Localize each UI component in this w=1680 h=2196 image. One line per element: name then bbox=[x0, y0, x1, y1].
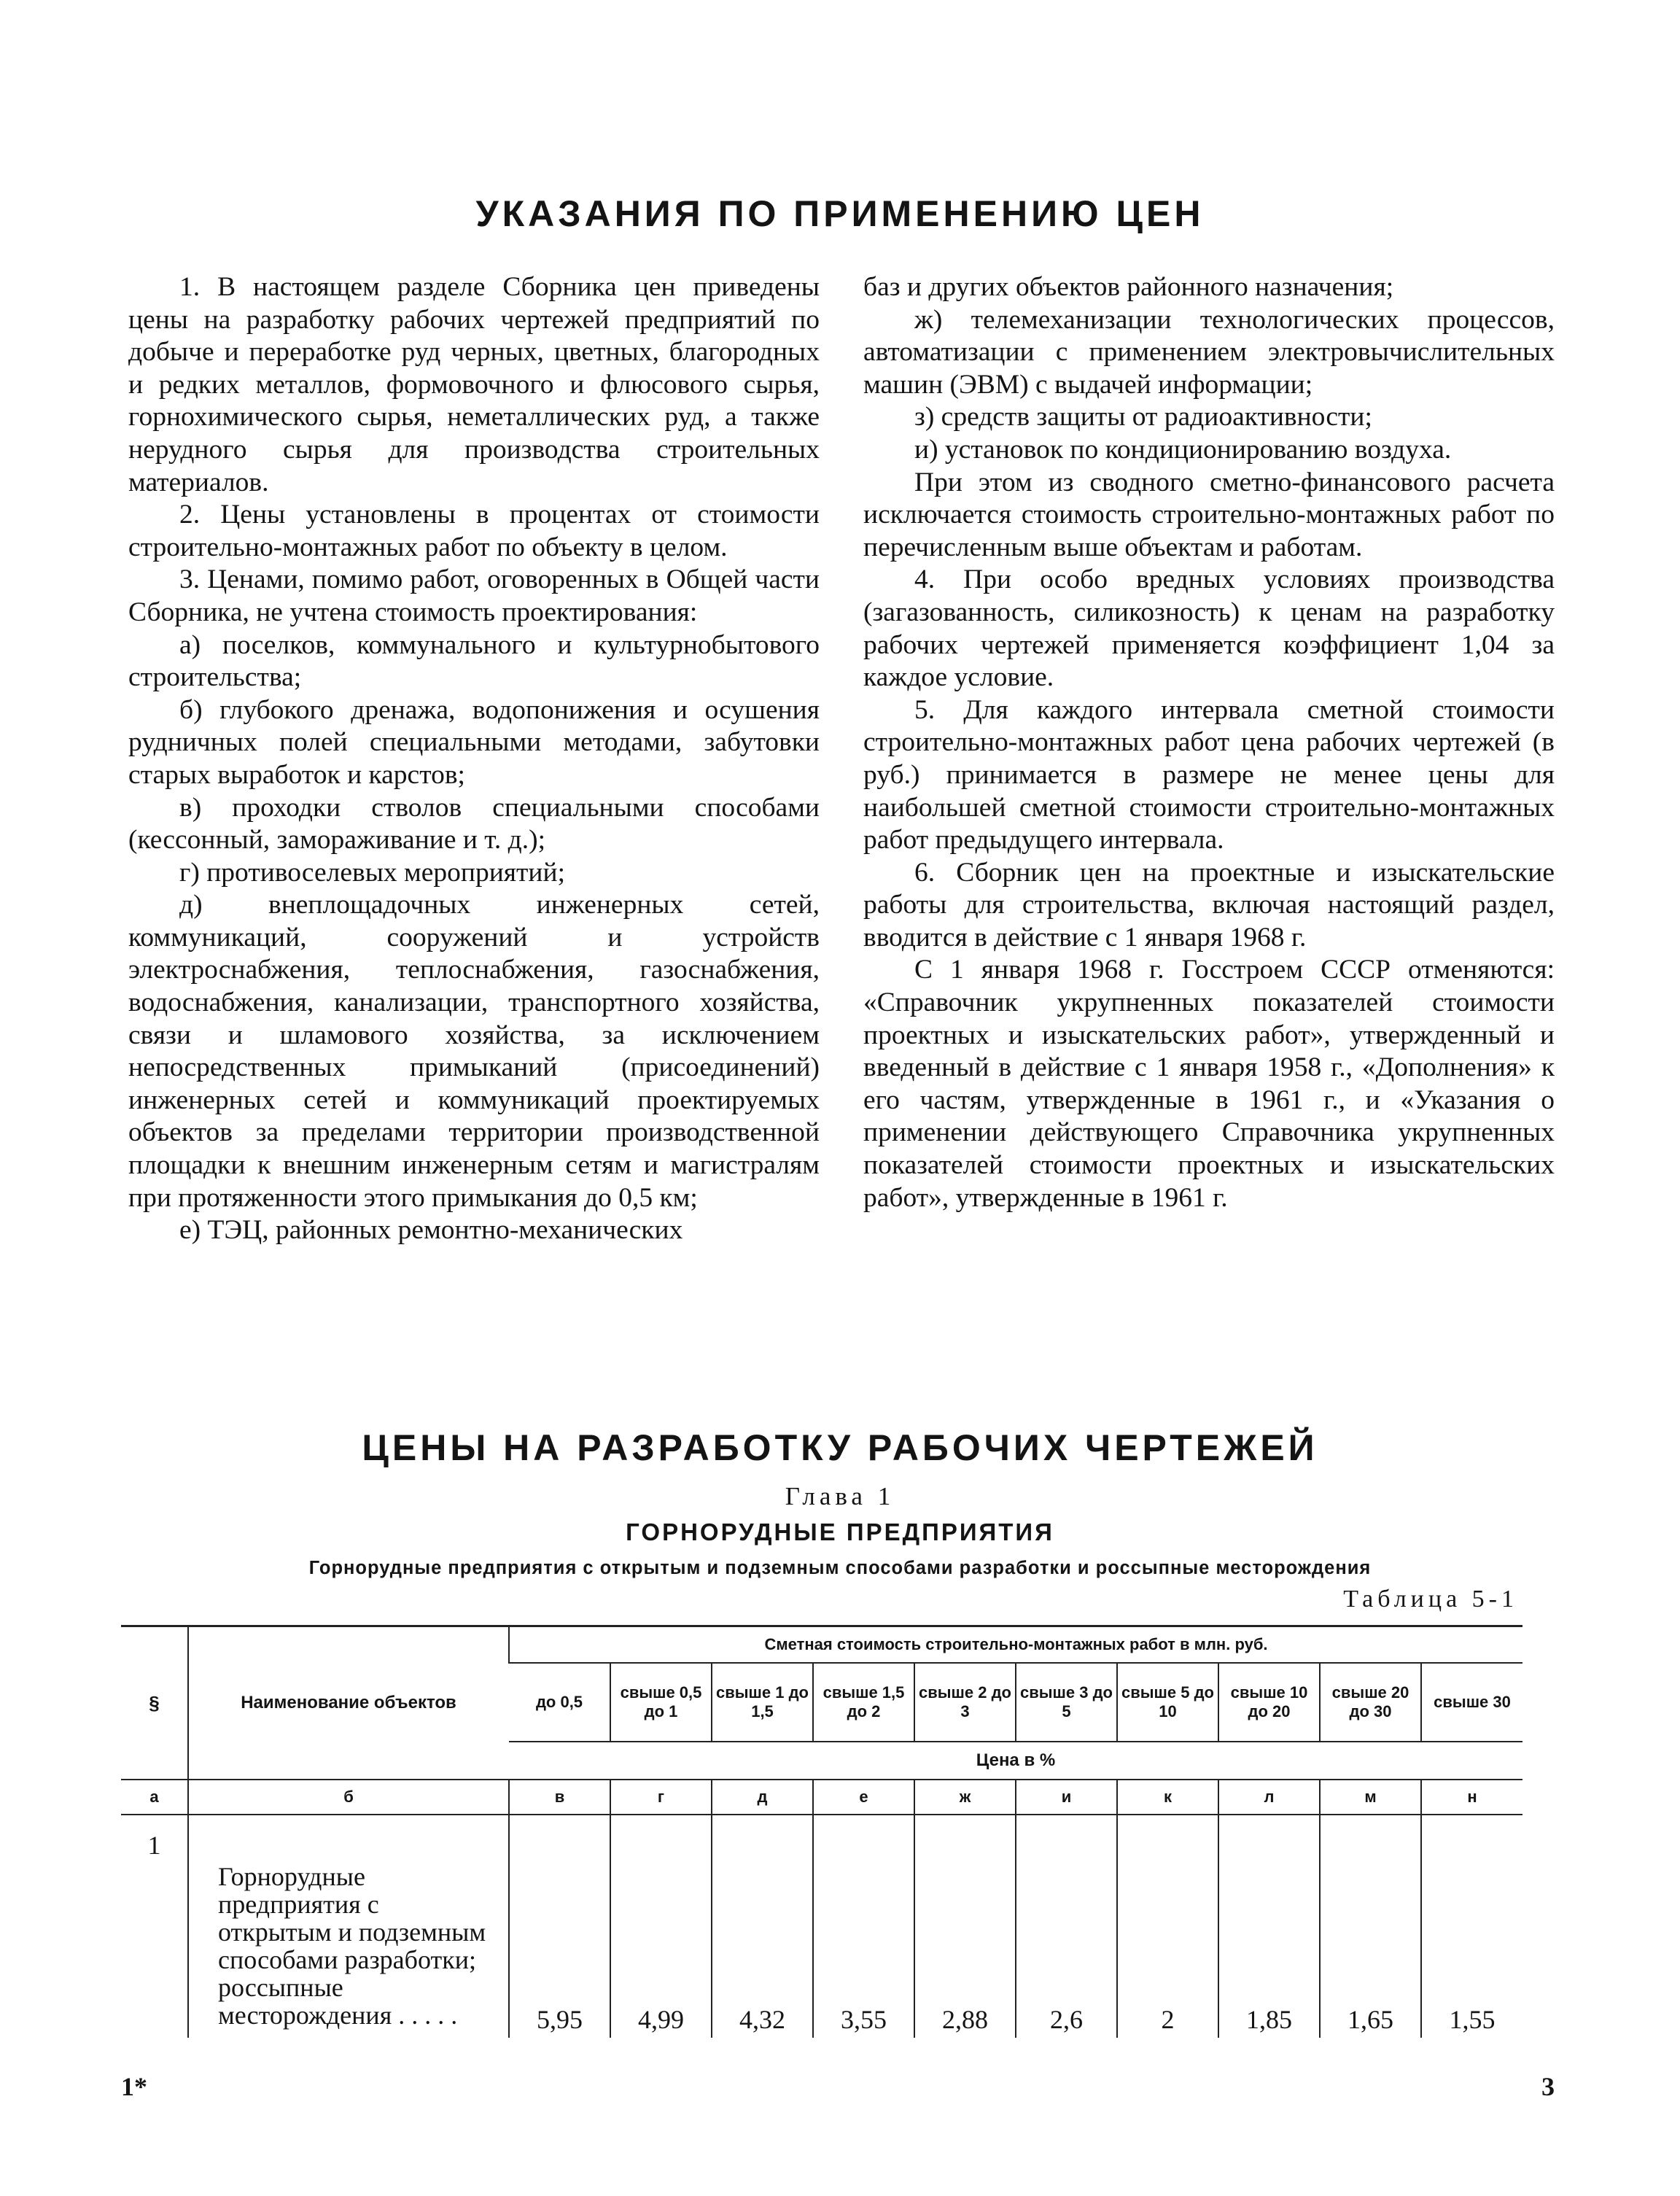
price-cell: 2,88 bbox=[914, 1815, 1016, 2038]
paragraph: г) противоселевых мероприятий; bbox=[179, 857, 565, 888]
price-cell: 3,55 bbox=[813, 1815, 914, 2038]
cost-range-cell: до 0,5 bbox=[509, 1663, 610, 1742]
cost-range-cell: свыше 2 до 3 bbox=[914, 1663, 1016, 1742]
paragraph: 6. Сборник цен на проектные и изыскательские работы для строительства, включая настоящий раздел, вводится в действие с 1 января 1968 г. bbox=[863, 857, 1555, 952]
cost-range-cell: свыше 1 до 1,5 bbox=[712, 1663, 813, 1742]
cost-range-cell: свыше 0,5 до 1 bbox=[610, 1663, 712, 1742]
column-letter: г bbox=[610, 1780, 712, 1815]
column-letter: а bbox=[121, 1780, 188, 1815]
row-name: Горнорудные предприятия с открытым и подземным способами разработки; россыпные месторождения . . . . . bbox=[188, 1815, 509, 2038]
column-letter: к bbox=[1117, 1780, 1218, 1815]
column-letter: н bbox=[1421, 1780, 1522, 1815]
paragraph: и) установок по кондиционированию воздуха. bbox=[914, 434, 1452, 465]
cost-range-cell: свыше 3 до 5 bbox=[1016, 1663, 1117, 1742]
paragraph: 3. Ценами, помимо работ, оговоренных в Общей части Сборника, не учтена стоимость проектирования: bbox=[128, 564, 820, 627]
paragraph: ж) телемеханизации технологических процессов, автоматизации с применением электровычислительных машин (ЭВМ) с выдачей информации; bbox=[863, 304, 1555, 400]
column-letter: б bbox=[188, 1780, 509, 1815]
section-header: § bbox=[121, 1626, 188, 1780]
price-cell: 1,55 bbox=[1421, 1815, 1522, 2038]
paragraph: баз и других объектов районного назначения; bbox=[863, 272, 1394, 302]
column-letter: в bbox=[509, 1780, 610, 1815]
cost-range-cell: свыше 30 bbox=[1421, 1663, 1522, 1742]
price-cell: 1,65 bbox=[1320, 1815, 1421, 2038]
row-number: 1 bbox=[147, 1830, 161, 1860]
column-letter: л bbox=[1218, 1780, 1320, 1815]
paragraph: 5. Для каждого интервала сметной стоимости строительно-монтажных работ цена рабочих чертежей (в руб.) принимается в размере не менее цены для наибольшей сметной стоимости строительно-монтажных работ предыдущего интервала. bbox=[863, 694, 1555, 855]
price-cell: 1,85 bbox=[1218, 1815, 1320, 2038]
main-title: УКАЗАНИЯ ПО ПРИМЕНЕНИЮ ЦЕН bbox=[475, 193, 1205, 234]
cost-range-cell: свыше 1,5 до 2 bbox=[813, 1663, 914, 1742]
paragraph: з) средств защиты от радиоактивности; bbox=[914, 402, 1372, 432]
cost-header: Сметная стоимость строительно-монтажных работ в млн. руб. bbox=[509, 1626, 1522, 1663]
right-column bbox=[863, 271, 1555, 1214]
price-cell: 4,99 bbox=[610, 1815, 712, 2038]
price-cell: 2,6 bbox=[1016, 1815, 1117, 2038]
cost-range-cell: свыше 10 до 20 bbox=[1218, 1663, 1320, 1742]
table-row bbox=[121, 1815, 1522, 2038]
left-column bbox=[128, 271, 820, 1247]
price-table bbox=[121, 1625, 1522, 2038]
paragraph: е) ТЭЦ, районных ремонтно-механических bbox=[179, 1215, 683, 1246]
footer-signature-mark: 1* bbox=[121, 2072, 147, 2101]
paragraph: 2. Цены установлены в процентах от стоимости строительно-монтажных работ по объекту в целом. bbox=[128, 500, 820, 562]
paragraph: в) проходки стволов специальными способами (кессонный, замораживание и т. д.); bbox=[128, 792, 820, 855]
price-cell: 2 bbox=[1117, 1815, 1218, 2038]
prices-title: ЦЕНЫ НА РАЗРАБОТКУ РАБОЧИХ ЧЕРТЕЖЕЙ bbox=[362, 1427, 1318, 1468]
section-title: ГОРНОРУДНЫЕ ПРЕДПРИЯТИЯ bbox=[626, 1518, 1054, 1545]
paragraph: б) глубокого дренажа, водопонижения и осушения рудничных полей специальными методами, забутовки старых выработок и карстов; bbox=[128, 694, 820, 790]
price-cell: 5,95 bbox=[509, 1815, 610, 2038]
column-letter: и bbox=[1016, 1780, 1117, 1815]
paragraph: С 1 января 1968 г. Госстроем СССР отменяются: «Справочник укрупненных показателей стоимости проектных и изыскательских работ», утвержденный и введенный в действие с 1 января 1958 г., «Дополнения» к его частям, утвержденные в 1961 г., и «Указания о применении действующего Справочника укрупненных показателей стоимости проектных и изыскательских работ», утвержденные в 1961 г. bbox=[863, 955, 1555, 1213]
price-cell: 4,32 bbox=[712, 1815, 813, 2038]
column-letter: д bbox=[712, 1780, 813, 1815]
page-number: 3 bbox=[1541, 2072, 1555, 2101]
column-letter: е bbox=[813, 1780, 914, 1815]
name-header: Наименование объектов bbox=[188, 1626, 509, 1780]
column-letter: м bbox=[1320, 1780, 1421, 1815]
cost-range-cell: свыше 5 до 10 bbox=[1117, 1663, 1218, 1742]
paragraph: 1. В настоящем разделе Сборника цен приведены цены на разработку рабочих чертежей предприятий по добыче и переработке руд черных, цветных, благородных и редких металлов, формовочного и флюсового сырья, горнохимического сырья, неметаллических руд, а также нерудного сырья для производства строительных материалов. bbox=[128, 272, 820, 497]
column-letter: ж bbox=[914, 1780, 1016, 1815]
price-header: Цена в % bbox=[509, 1742, 1522, 1780]
table-label: Таблица 5-1 bbox=[1343, 1586, 1518, 1613]
paragraph: 4. При особо вредных условиях производства (загазованность, силикозность) к ценам на разработку рабочих чертежей применяется коэффициент 1,04 за каждое условие. bbox=[863, 564, 1555, 693]
cost-range-cell: свыше 20 до 30 bbox=[1320, 1663, 1421, 1742]
subsection-title: Горнорудные предприятия с открытым и подземным способами разработки и россыпные месторождения bbox=[308, 1558, 1372, 1578]
paragraph: а) поселков, коммунального и культурнобытового строительства; bbox=[128, 629, 820, 693]
chapter-label: Глава 1 bbox=[785, 1482, 895, 1510]
paragraph: д) внеплощадочных инженерных сетей, коммуникаций, сооружений и устройств электроснабжения, теплоснабжения, газоснабжения, водоснабжения, канализации, транспортного хозяйства, связи и шламового хозяйства, за исключением непосредственных примыканий (присоединений) инженерных сетей и коммуникаций проектируемых объектов за пределами территории производственной площадки к внешним инженерным сетям и магистралям при протяженности этого примыкания до 0,5 км; bbox=[128, 890, 820, 1213]
paragraph: При этом из сводного сметно-финансового расчета исключается стоимость строительно-монтажных работ по перечисленным выше объектам и работам. bbox=[863, 467, 1555, 562]
